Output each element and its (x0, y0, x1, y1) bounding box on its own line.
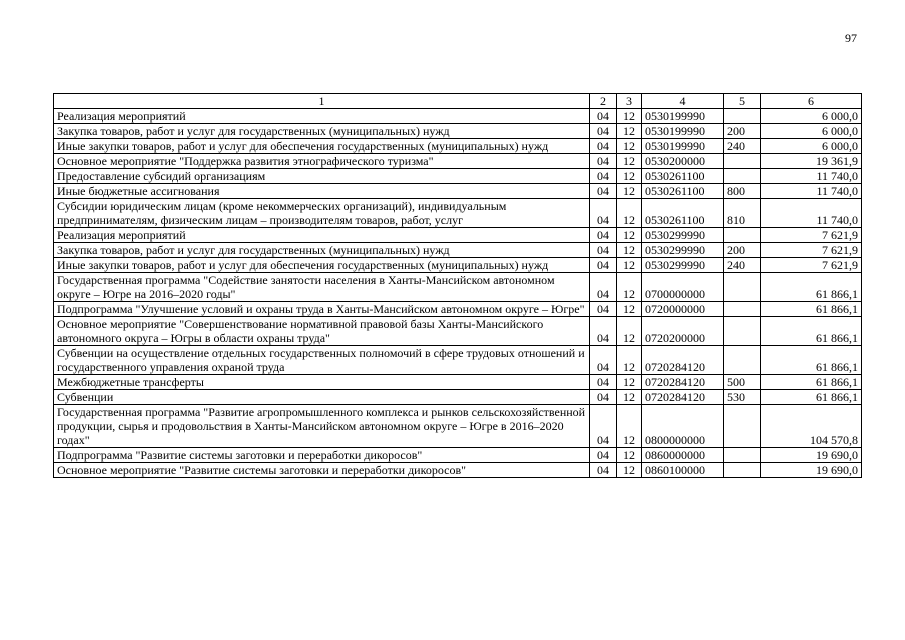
row-section: 04 (590, 258, 617, 273)
row-subsection: 12 (617, 184, 642, 199)
row-expense-type: 240 (724, 139, 761, 154)
row-target-code: 0860000000 (642, 448, 724, 463)
row-section: 04 (590, 124, 617, 139)
budget-table (53, 93, 862, 478)
row-expense-type: 200 (724, 124, 761, 139)
row-name: Предоставление субсидий организациям (54, 169, 590, 184)
row-subsection: 12 (617, 463, 642, 478)
row-target-code: 0530299990 (642, 258, 724, 273)
row-name: Субвенции на осуществление отдельных государственных полномочий в сфере трудовых отношений и государственного управления охраной труда (54, 346, 590, 375)
row-amount: 19 690,0 (761, 463, 862, 478)
row-target-code: 0700000000 (642, 273, 724, 302)
row-section: 04 (590, 273, 617, 302)
table-row (54, 154, 862, 169)
row-section: 04 (590, 139, 617, 154)
table-row (54, 405, 862, 448)
row-name: Субсидии юридическим лицам (кроме некоммерческих организаций), индивидуальным предпринимателям, физическим лицам – производителям товаров, работ, услуг (54, 199, 590, 228)
row-expense-type (724, 448, 761, 463)
row-amount: 61 866,1 (761, 302, 862, 317)
row-expense-type (724, 109, 761, 124)
row-expense-type (724, 169, 761, 184)
row-amount: 7 621,9 (761, 228, 862, 243)
table-row (54, 390, 862, 405)
row-subsection: 12 (617, 405, 642, 448)
row-expense-type: 240 (724, 258, 761, 273)
table-row (54, 448, 862, 463)
table-row (54, 375, 862, 390)
table-row (54, 124, 862, 139)
row-target-code: 0530199990 (642, 109, 724, 124)
table-row (54, 346, 862, 375)
header-col-3: 3 (617, 94, 642, 109)
row-section: 04 (590, 390, 617, 405)
row-name: Реализация мероприятий (54, 109, 590, 124)
row-subsection: 12 (617, 375, 642, 390)
row-section: 04 (590, 228, 617, 243)
row-amount: 61 866,1 (761, 273, 862, 302)
row-expense-type (724, 154, 761, 169)
row-expense-type (724, 405, 761, 448)
row-section: 04 (590, 463, 617, 478)
row-amount: 104 570,8 (761, 405, 862, 448)
header-col-2: 2 (590, 94, 617, 109)
row-section: 04 (590, 448, 617, 463)
row-amount: 6 000,0 (761, 109, 862, 124)
row-section: 04 (590, 184, 617, 199)
table-row (54, 109, 862, 124)
row-expense-type (724, 346, 761, 375)
row-target-code: 0720000000 (642, 302, 724, 317)
table-row (54, 463, 862, 478)
row-section: 04 (590, 199, 617, 228)
row-expense-type: 810 (724, 199, 761, 228)
row-name: Подпрограмма "Улучшение условий и охраны труда в Ханты-Мансийском автономном округе – Югре" (54, 302, 590, 317)
row-target-code: 0530199990 (642, 139, 724, 154)
row-amount: 61 866,1 (761, 375, 862, 390)
row-name: Иные закупки товаров, работ и услуг для обеспечения государственных (муниципальных) нужд (54, 258, 590, 273)
row-subsection: 12 (617, 273, 642, 302)
row-target-code: 0530261100 (642, 199, 724, 228)
page-number: 97 (845, 31, 857, 45)
row-section: 04 (590, 302, 617, 317)
table-header-row (54, 94, 862, 109)
row-subsection: 12 (617, 390, 642, 405)
row-section: 04 (590, 109, 617, 124)
row-name: Реализация мероприятий (54, 228, 590, 243)
row-section: 04 (590, 346, 617, 375)
row-name: Основное мероприятие "Поддержка развития этнографического туризма" (54, 154, 590, 169)
row-expense-type: 530 (724, 390, 761, 405)
row-name: Закупка товаров, работ и услуг для государственных (муниципальных) нужд (54, 243, 590, 258)
row-name: Государственная программа "Развитие агропромышленного комплекса и рынков сельскохозяйственной продукции, сырья и продовольствия в Ханты-Мансийском автономном округе – Югре в 2016–2020 годах" (54, 405, 590, 448)
row-target-code: 0530199990 (642, 124, 724, 139)
row-subsection: 12 (617, 154, 642, 169)
row-name: Государственная программа "Содействие занятости населения в Ханты-Мансийском автономном округе – Югре на 2016–2020 годы" (54, 273, 590, 302)
row-name: Основное мероприятие "Совершенствование нормативной правовой базы Ханты-Мансийского автономного округа – Югры в области охраны труда" (54, 317, 590, 346)
row-target-code: 0530299990 (642, 228, 724, 243)
row-expense-type (724, 228, 761, 243)
row-section: 04 (590, 154, 617, 169)
row-target-code: 0530261100 (642, 184, 724, 199)
row-amount: 11 740,0 (761, 184, 862, 199)
row-amount: 6 000,0 (761, 139, 862, 154)
row-amount: 61 866,1 (761, 346, 862, 375)
row-expense-type: 800 (724, 184, 761, 199)
header-col-5: 5 (724, 94, 761, 109)
row-subsection: 12 (617, 228, 642, 243)
row-target-code: 0530261100 (642, 169, 724, 184)
row-target-code: 0530200000 (642, 154, 724, 169)
header-col-1: 1 (54, 94, 590, 109)
row-amount: 61 866,1 (761, 317, 862, 346)
row-subsection: 12 (617, 317, 642, 346)
row-expense-type (724, 463, 761, 478)
row-amount: 19 361,9 (761, 154, 862, 169)
row-amount: 61 866,1 (761, 390, 862, 405)
row-expense-type: 200 (724, 243, 761, 258)
row-target-code: 0720284120 (642, 375, 724, 390)
row-target-code: 0530299990 (642, 243, 724, 258)
row-expense-type (724, 302, 761, 317)
row-subsection: 12 (617, 448, 642, 463)
table-row (54, 139, 862, 154)
table-row (54, 302, 862, 317)
row-name: Основное мероприятие "Развитие системы заготовки и переработки дикоросов" (54, 463, 590, 478)
row-amount: 11 740,0 (761, 169, 862, 184)
table-row (54, 184, 862, 199)
row-target-code: 0800000000 (642, 405, 724, 448)
row-amount: 19 690,0 (761, 448, 862, 463)
row-target-code: 0860100000 (642, 463, 724, 478)
row-subsection: 12 (617, 258, 642, 273)
header-col-4: 4 (642, 94, 724, 109)
row-section: 04 (590, 243, 617, 258)
row-subsection: 12 (617, 124, 642, 139)
row-amount: 7 621,9 (761, 258, 862, 273)
row-subsection: 12 (617, 346, 642, 375)
row-subsection: 12 (617, 169, 642, 184)
row-section: 04 (590, 375, 617, 390)
header-col-6: 6 (761, 94, 862, 109)
table-row (54, 169, 862, 184)
table-row (54, 258, 862, 273)
table-row (54, 273, 862, 302)
row-subsection: 12 (617, 199, 642, 228)
row-section: 04 (590, 169, 617, 184)
row-section: 04 (590, 317, 617, 346)
row-subsection: 12 (617, 139, 642, 154)
row-name: Подпрограмма "Развитие системы заготовки и переработки дикоросов" (54, 448, 590, 463)
row-amount: 7 621,9 (761, 243, 862, 258)
table-row (54, 199, 862, 228)
row-name: Межбюджетные трансферты (54, 375, 590, 390)
row-subsection: 12 (617, 243, 642, 258)
row-amount: 6 000,0 (761, 124, 862, 139)
row-name: Субвенции (54, 390, 590, 405)
row-amount: 11 740,0 (761, 199, 862, 228)
row-name: Иные бюджетные ассигнования (54, 184, 590, 199)
table-row (54, 317, 862, 346)
row-name: Закупка товаров, работ и услуг для государственных (муниципальных) нужд (54, 124, 590, 139)
row-target-code: 0720284120 (642, 346, 724, 375)
row-target-code: 0720284120 (642, 390, 724, 405)
row-subsection: 12 (617, 109, 642, 124)
row-section: 04 (590, 405, 617, 448)
row-expense-type: 500 (724, 375, 761, 390)
table-body (54, 94, 862, 478)
row-expense-type (724, 317, 761, 346)
row-target-code: 0720200000 (642, 317, 724, 346)
table-row (54, 243, 862, 258)
row-name: Иные закупки товаров, работ и услуг для обеспечения государственных (муниципальных) нужд (54, 139, 590, 154)
table-row (54, 228, 862, 243)
row-expense-type (724, 273, 761, 302)
row-subsection: 12 (617, 302, 642, 317)
